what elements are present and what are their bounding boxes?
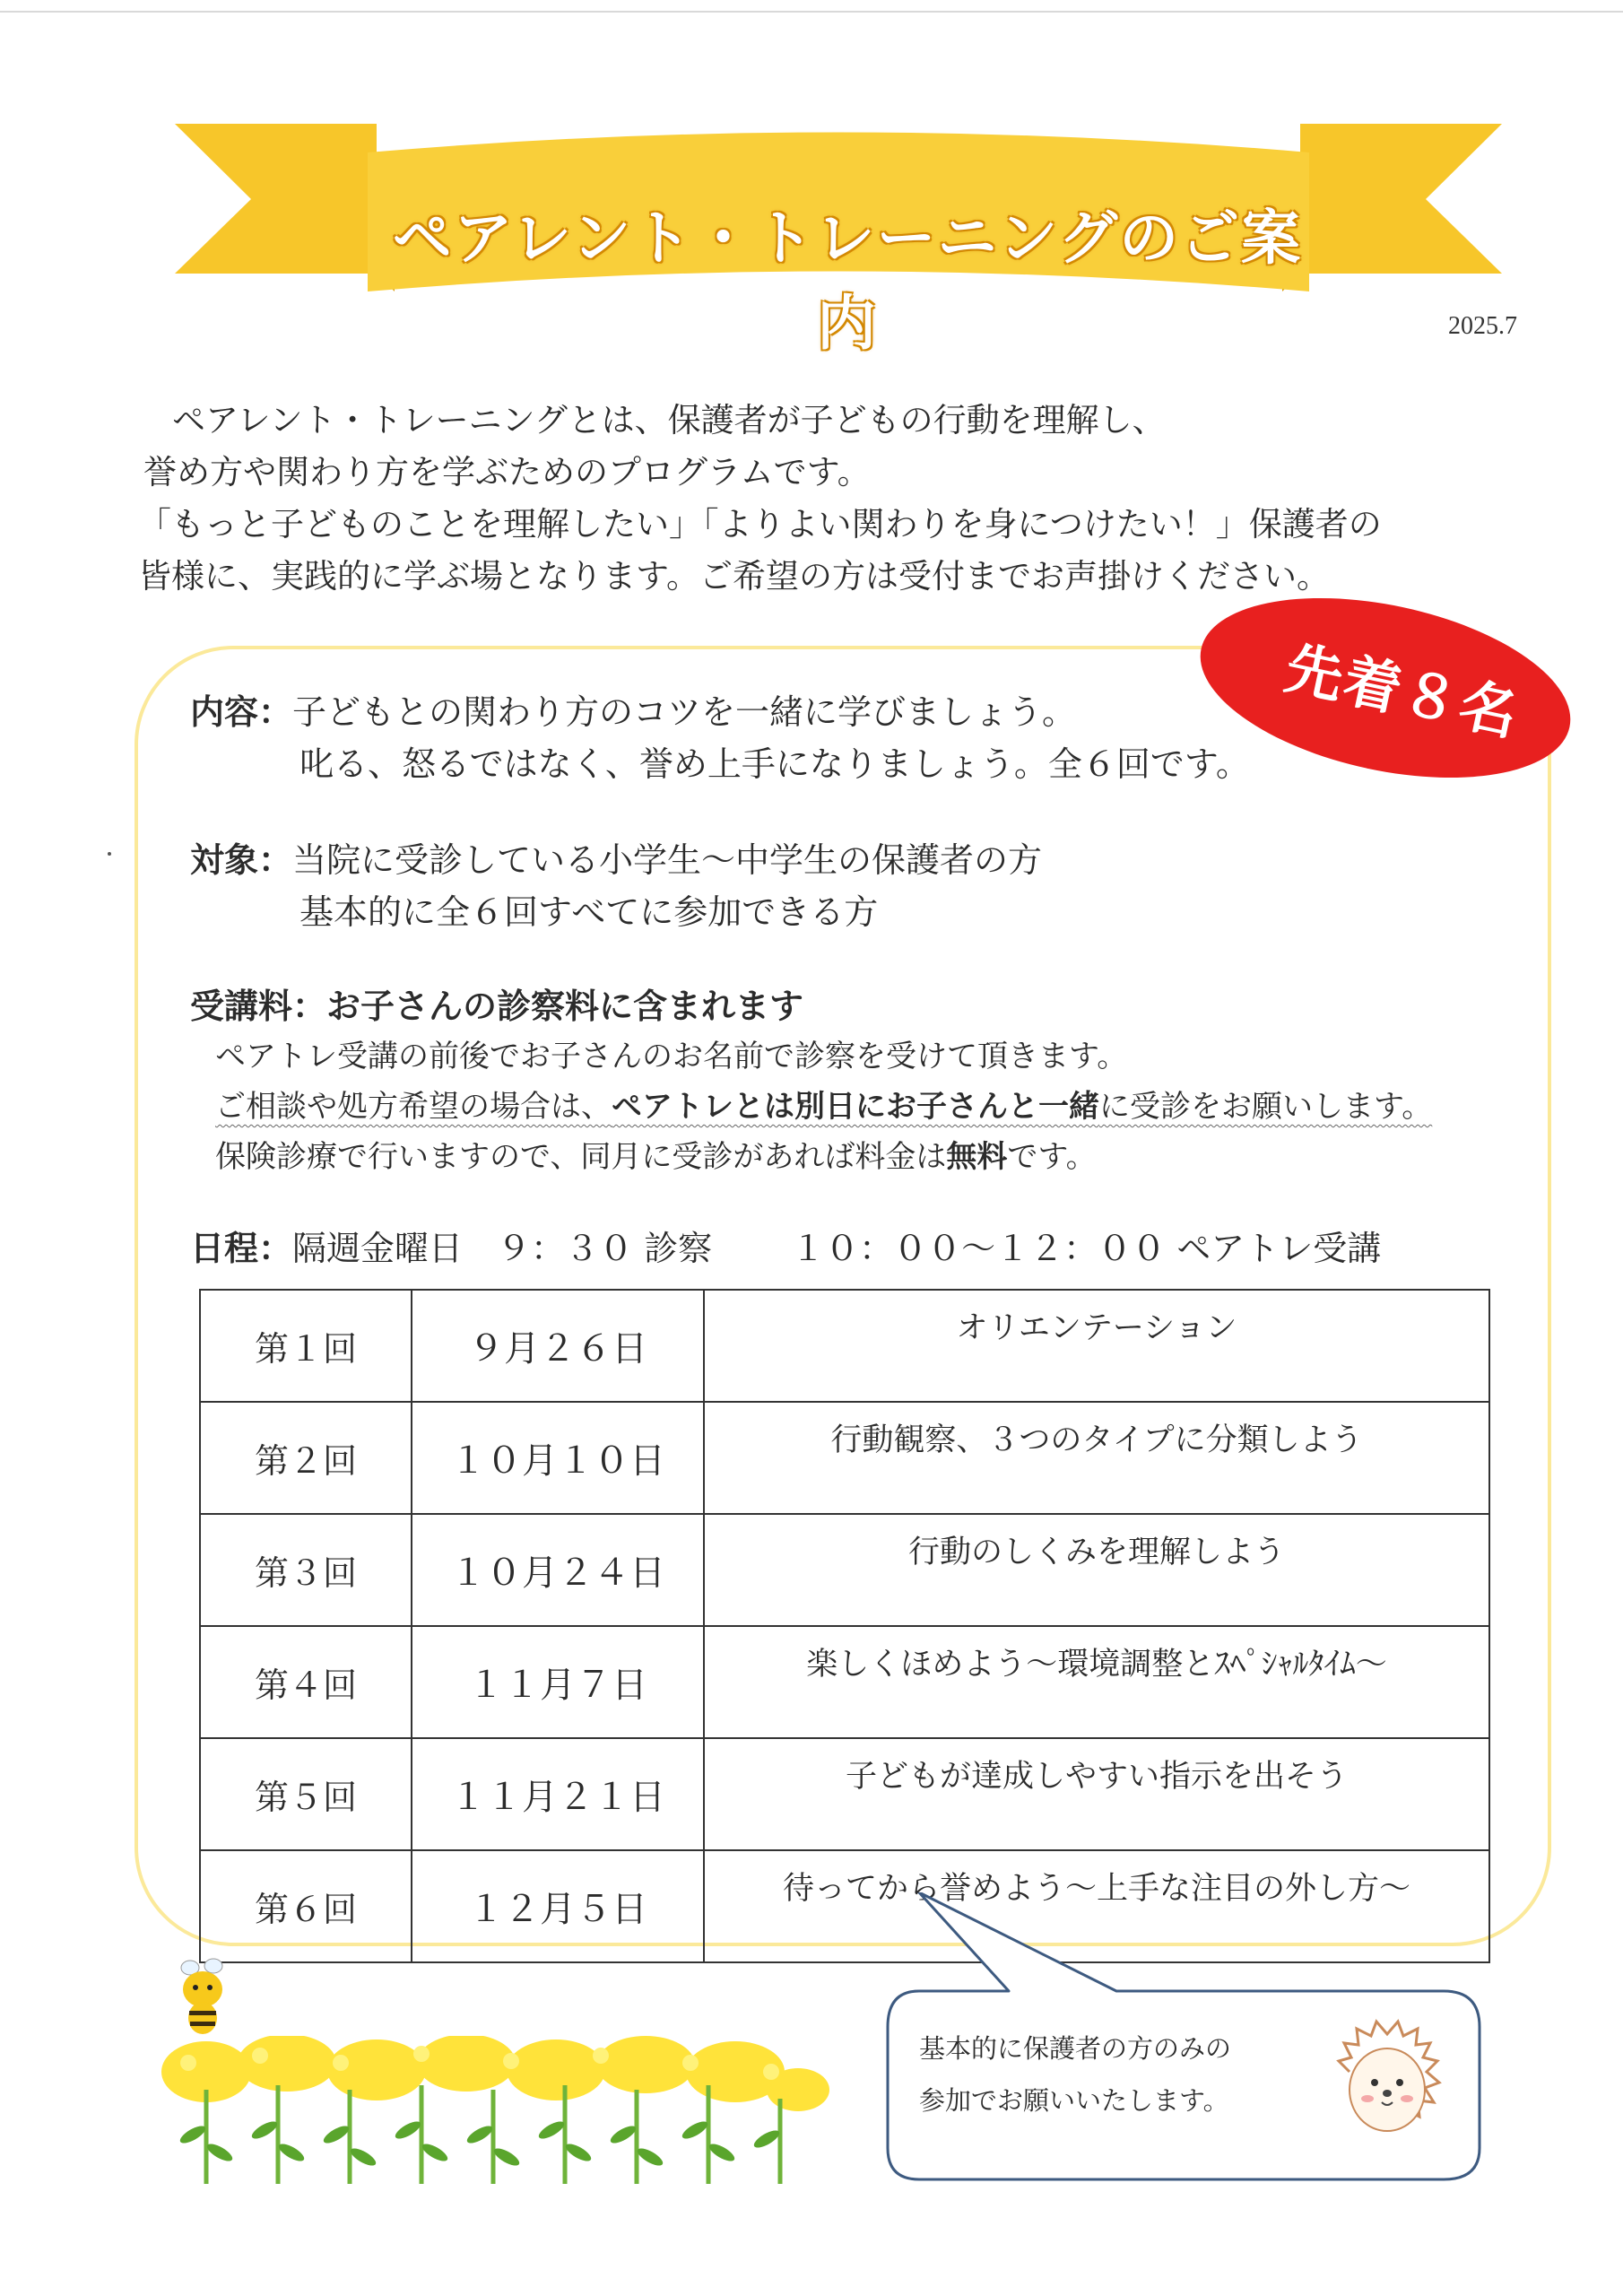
schedule-text: 隔週金曜日 ９：３０ 診察 １０：００～１２：００ ペアトレ受講 [292, 1229, 1382, 1268]
content-line: 子どもとの関わり方のコツを一緒に学びましょう。 [292, 692, 1077, 732]
content-label: 内容： [190, 692, 293, 732]
intro-line: 「もっと子どものことを理解したい」「よりよい関わりを身につけたい！」保護者の [138, 505, 1382, 544]
date-cell: １１月２１日 [412, 1738, 704, 1850]
session-cell: 第１回 [200, 1290, 412, 1402]
page-title: ペアレント・トレーニングのご案内 [392, 204, 1303, 358]
note-line: 参加でお願いいたします。 [919, 2085, 1229, 2116]
schedule-table [199, 1289, 1490, 1963]
session-cell: 第６回 [200, 1850, 412, 1962]
table-row [200, 1514, 1489, 1626]
fee-line: ご相談や処方希望の場合は、ペアトレとは別日にお子さんと一緒に受診をお願いします。 [215, 1089, 1433, 1125]
session-cell: 第３回 [200, 1514, 412, 1626]
schedule-heading [190, 1222, 1381, 1274]
content-line: 叱る、怒るではなく、誉め上手になりましょう。全６回です。 [299, 744, 1250, 784]
rapeseed-flowers-icon [152, 2036, 834, 2188]
date-cell: １２月５日 [412, 1850, 704, 1962]
intro-line: 誉め方や関わり方を学ぶためのプログラムです。 [143, 453, 871, 491]
session-cell: 第５回 [200, 1738, 412, 1850]
content-section [190, 686, 1250, 790]
topic-cell: オリエンテーション [704, 1290, 1489, 1402]
topic-cell: 楽しくほめよう～環境調整とｽﾍﾟｼｬﾙﾀｲﾑ～ [704, 1626, 1489, 1738]
intro-line: 皆様に、実践的に学ぶ場となります。ご希望の方は受付までお声掛けください。 [138, 557, 1331, 596]
target-label: 対象： [190, 840, 293, 880]
table-row [200, 1290, 1489, 1402]
table-row [200, 1626, 1489, 1738]
date-cell: １０月２４日 [412, 1514, 704, 1626]
scan-edge-line [0, 11, 1623, 13]
table-row [200, 1402, 1489, 1514]
table-row [200, 1738, 1489, 1850]
schedule-label: 日程： [190, 1229, 293, 1268]
issue-date: 2025.7 [1448, 312, 1517, 340]
target-section [190, 834, 1042, 938]
topic-cell: 行動観察、３つのタイプに分類しよう [704, 1402, 1489, 1514]
intro-paragraph [138, 395, 1542, 603]
date-cell: １０月１０日 [412, 1402, 704, 1514]
fee-line: ペアトレ受講の前後でお子さんのお名前で診察を受けて頂きます。 [215, 1039, 1128, 1074]
target-line: 当院に受診している小学生～中学生の保護者の方 [292, 840, 1043, 880]
hedgehog-icon [1332, 2018, 1448, 2144]
bee-icon [172, 1955, 235, 2036]
limited-seats-text: 先着８名 [1279, 635, 1525, 750]
fee-details [215, 1031, 1432, 1182]
note-line: 基本的に保護者の方のみの [919, 2033, 1232, 2064]
date-cell: １１月７日 [412, 1626, 704, 1738]
date-cell: ９月２６日 [412, 1290, 704, 1402]
fee-line: 保険診療で行いますので、同月に受診があれば料金は無料です。 [215, 1139, 1097, 1175]
fee-heading: 受講料：お子さんの診察料に含まれます [190, 987, 804, 1026]
target-line: 基本的に全６回すべてに参加できる方 [299, 892, 879, 932]
session-cell: 第２回 [200, 1402, 412, 1514]
note-text [919, 2022, 1231, 2126]
topic-cell: 行動のしくみを理解しよう [704, 1514, 1489, 1626]
intro-line: ペアレント・トレーニングとは、保護者が子どもの行動を理解し、 [172, 401, 1166, 439]
session-cell: 第４回 [200, 1626, 412, 1738]
scan-speck [108, 852, 111, 856]
topic-cell: 子どもが達成しやすい指示を出そう [704, 1738, 1489, 1850]
topic-cell: 待ってから誉めよう～上手な注目の外し方～ [704, 1850, 1489, 1962]
